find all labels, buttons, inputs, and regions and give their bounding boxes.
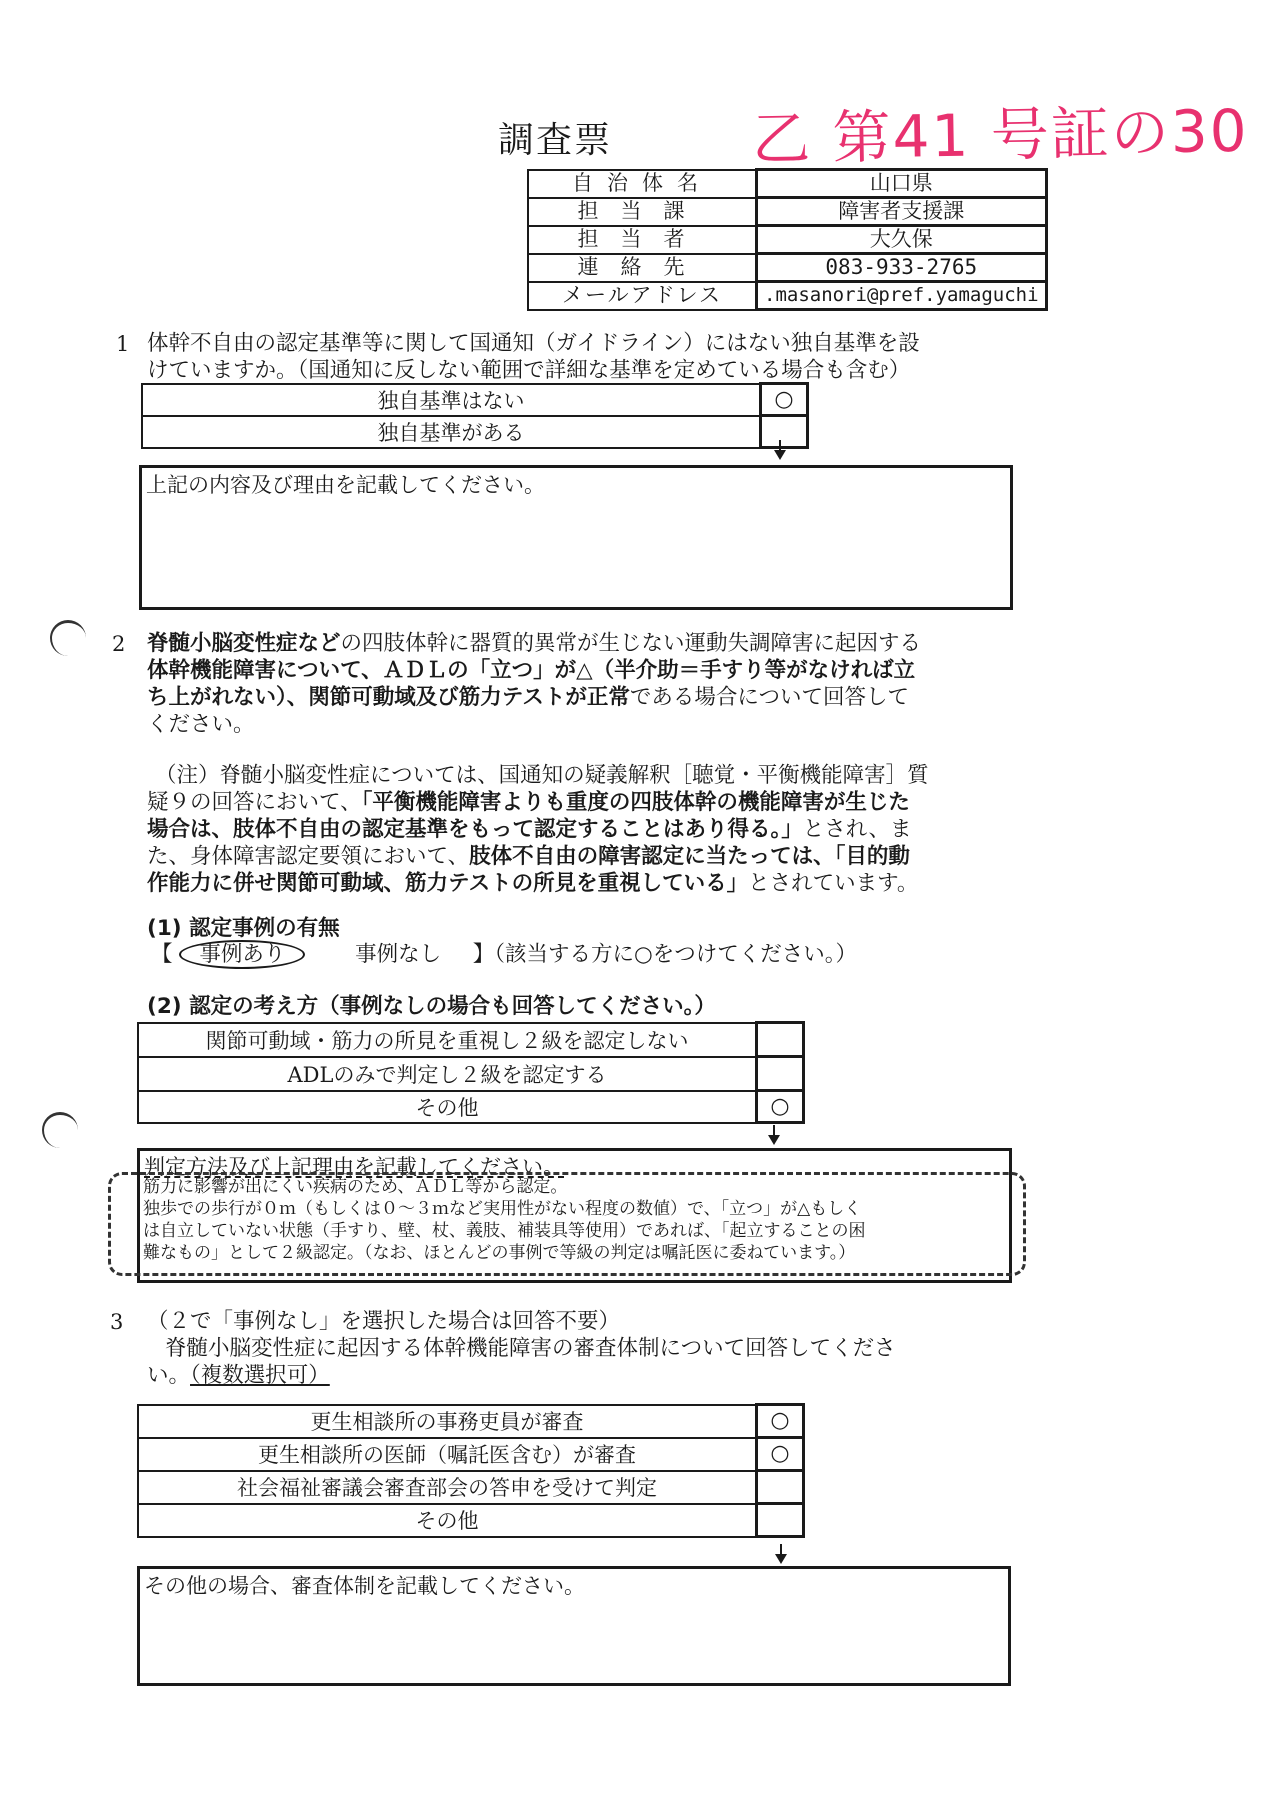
q3-option-label: その他 [138,1504,757,1537]
info-value-email: .masanori@pref.yamaguchi [757,282,1047,310]
q3-option-row [138,1438,804,1471]
q1-option-label: 独自基準はない [142,384,761,416]
q2-number: 2 [112,632,126,656]
q2-note-bold: 場合は、肢体不自由の認定基準をもって認定することはあり得る。」 [147,817,803,842]
info-value: 山口県 [757,170,1047,198]
q2-option-checkbox[interactable]: ○ [757,1091,804,1123]
binder-hole-bottom [42,1112,78,1148]
q2-option-label: その他 [138,1091,757,1123]
info-label: 連絡先 [528,254,757,282]
q2-answer-line: は自立していない状態（手すり、壁、杖、義肢、補装具等使用）であれば、「起立することの困 [143,1221,866,1241]
q2-answer-line: 筋力に影響が出にくい疾病のため、ＡＤＬ等から認定。 [143,1177,568,1197]
q3-option-label: 社会福祉審議会審査部会の答申を受けて判定 [138,1471,757,1504]
q2-note-bold: 作能力に併せ関節可動域、筋力テストの所見を重視している」 [147,871,749,896]
q2-note-span: とされています。 [748,871,919,896]
info-label: 担当者 [528,226,757,254]
q3-text [147,1308,1027,1389]
q1-options-table [141,382,809,449]
q2-text-bold: 体幹機能障害について、ＡＤＬの「立つ」が△（半介助＝手すり等がなければ立 [147,658,916,683]
q1-option-checkbox[interactable] [761,416,808,448]
q2-note-line: （注）脊髄小脳変性症については、国通知の疑義解釈［聴覚・平衡機能障害］質 [155,763,929,788]
q1-number: 1 [116,332,130,356]
q3-text-underlined: （複数選択可） [190,1363,330,1388]
q1-arrow-head [774,450,786,460]
q3-detail-prompt: その他の場合、審査体制を記載してください。 [144,1574,585,1598]
binder-hole-top [50,620,86,656]
q2-sub2-title: (2) 認定の考え方（事例なしの場合も回答してください。） [147,994,716,1019]
q3-text-line: 脊髄小脳変性症に起因する体幹機能障害の審査体制について回答してくださ [165,1336,896,1361]
q1-detail-box[interactable] [139,465,1013,610]
q3-option-row [138,1471,804,1504]
q2-text-span: の四肢体幹に器質的異常が生じない運動失調障害に起因する [340,631,922,656]
q3-options-table [137,1403,805,1538]
q2-options-table [137,1021,805,1124]
q3-arrow-line [780,1544,782,1554]
choice-case-exists-selected[interactable]: 事例あり [179,940,305,969]
q3-option-checkbox[interactable]: ○ [757,1438,804,1471]
q2-arrow-head [768,1135,780,1145]
q3-option-label: 更生相談所の医師（嘱託医含む）が審査 [138,1438,757,1471]
q1-option-checkbox[interactable]: ○ [761,384,808,416]
q2-option-checkbox[interactable] [757,1023,804,1057]
q2-answer-line: 難なもの」として２級認定。（なお、ほとんどの事例で等級の判定は嘱託医に委ねています。） [143,1243,856,1263]
choice-instruction: 】（該当する方に○をつけてください。） [472,942,858,967]
q2-option-checkbox[interactable] [757,1057,804,1091]
q1-option-row [142,384,808,416]
q1-text-line: けていますか。（国通知に反しない範囲で詳細な基準を定めている場合も含む） [147,358,911,383]
q1-arrow-line [779,440,781,450]
q2-text-bold: ち上がれない）、関節可動域及び筋力テストが正常 [147,685,630,710]
info-label: メールアドレス [528,282,757,310]
info-value: 大久保 [757,226,1047,254]
q3-number: 3 [110,1310,124,1334]
q2-option-row [138,1057,804,1091]
q2-answer [143,1176,1003,1264]
q2-text-bold: 脊髄小脳変性症など [147,631,341,656]
q2-note-span: とされ、ま [802,817,912,842]
q2-note-span: 疑９の回答において、 [147,790,362,815]
q2-text [147,630,1027,738]
q2-detail-prompt: 判定方法及び上記理由を記載してください。 [144,1155,564,1179]
q2-sub1-title: (1) 認定事例の有無 [147,916,340,941]
info-row-person [528,226,1046,254]
info-row-email [528,282,1046,310]
q3-option-label: 更生相談所の事務吏員が審査 [138,1405,757,1438]
q3-option-row [138,1405,804,1438]
q2-note-span: た、身体障害認定要領において、 [147,844,470,869]
q1-text-line: 体幹不自由の認定基準等に関して国通知（ガイドライン）にはない独自基準を設 [147,331,920,356]
q2-text-line: ください。 [147,712,255,737]
q2-sub1-choice [151,941,857,968]
q3-text-span: い。 [147,1363,191,1388]
q1-detail-prompt: 上記の内容及び理由を記載してください。 [146,473,545,497]
q3-arrow-head [775,1554,787,1564]
q3-option-row [138,1504,804,1537]
q1-option-label: 独自基準がある [142,416,761,448]
q1-option-row [142,416,808,448]
q3-detail-box[interactable] [137,1566,1011,1686]
q2-note [147,762,1027,897]
q2-note-bold: 肢体不自由の障害認定に当たっては、「目的動 [469,844,910,869]
info-label: 担当課 [528,198,757,226]
info-row-department [528,198,1046,226]
q3-option-checkbox[interactable]: ○ [757,1405,804,1438]
q2-option-label: ADLのみで判定し２級を認定する [138,1057,757,1091]
choice-no-case[interactable]: 事例なし [355,942,442,967]
q1-text [147,330,1027,384]
q3-text-line: （２で「事例なし」を選択した場合は回答不要） [147,1309,621,1334]
q2-option-row [138,1091,804,1123]
bracket-open: 【 [151,942,173,967]
q2-option-row [138,1023,804,1057]
q2-answer-line: 独歩での歩行が０ｍ（もしくは０～３ｍなど実用性がない程度の数値）で、「立つ」が△もしく [143,1199,862,1219]
q2-option-label: 関節可動域・筋力の所見を重視し２級を認定しない [138,1023,757,1057]
info-value: 障害者支援課 [757,198,1047,226]
q3-option-checkbox[interactable] [757,1471,804,1504]
info-row-contact [528,254,1046,282]
info-value: 083-933-2765 [757,254,1047,282]
q2-arrow-line [773,1125,775,1135]
respondent-info-table [527,168,1048,311]
page-title: 調査票 [498,120,613,161]
q2-note-bold: 「平衡機能障害よりも重度の四肢体幹の機能障害が生じた [361,790,910,815]
exhibit-stamp: 乙 第41 号証の30 [751,96,1250,174]
q3-option-checkbox[interactable] [757,1504,804,1537]
q2-text-span: である場合について回答して [629,685,909,710]
info-label: 自治体名 [528,170,757,198]
info-row-municipality [528,170,1046,198]
